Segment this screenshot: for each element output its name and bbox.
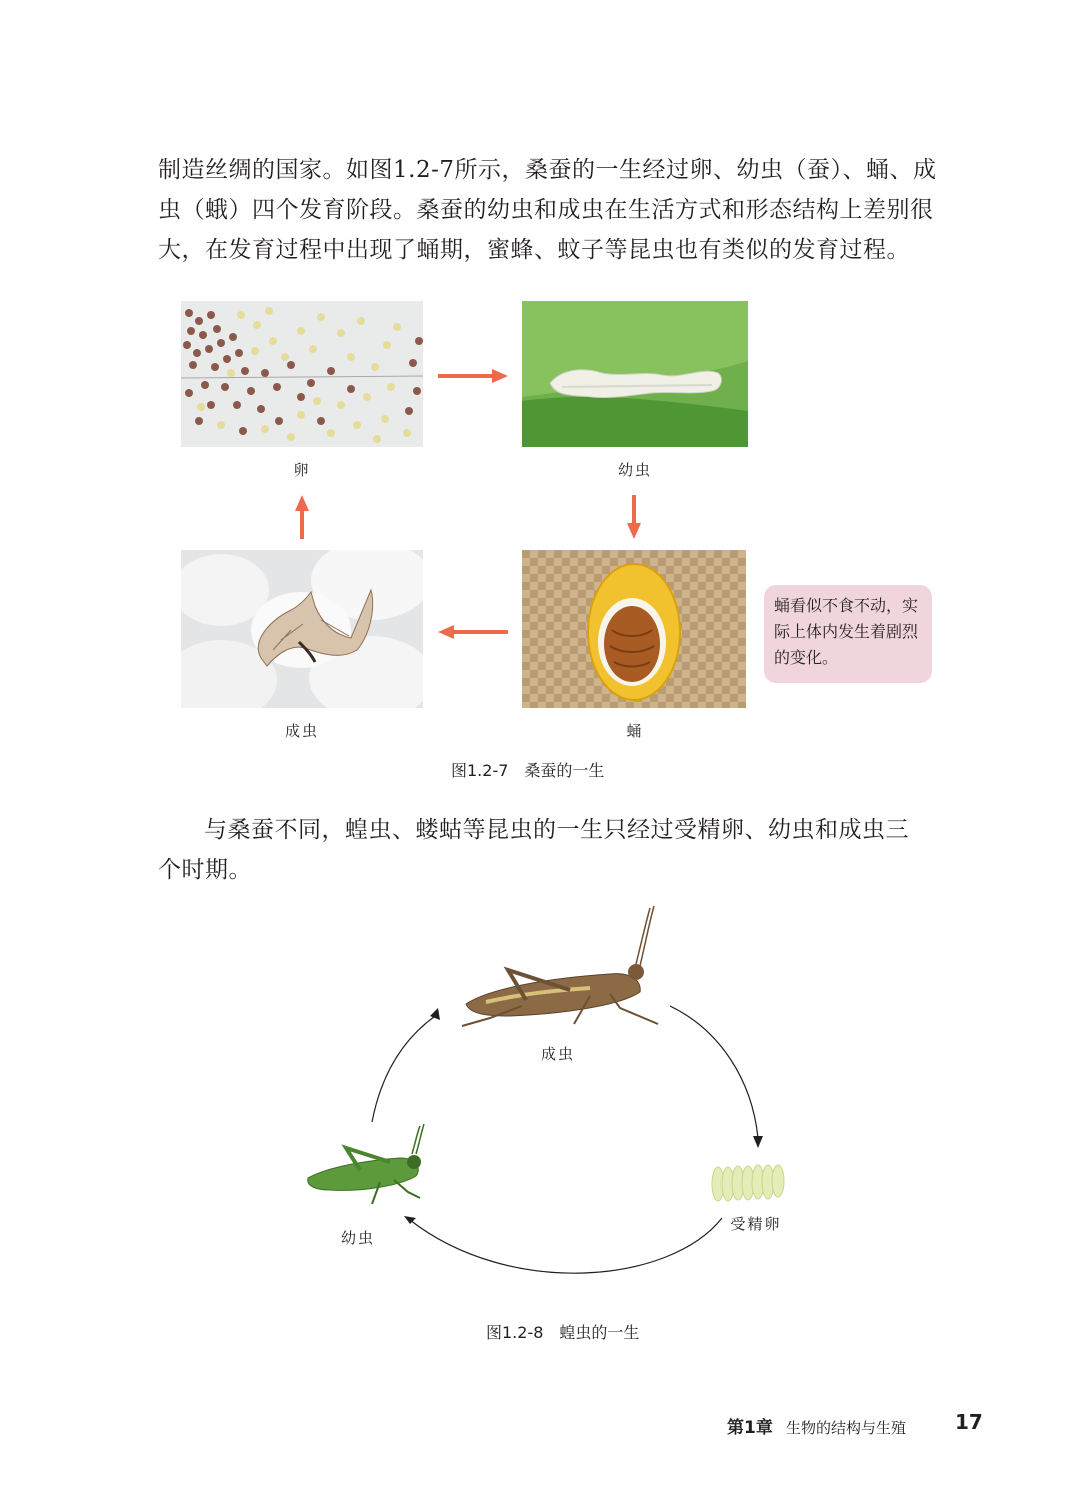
silkworm-pupa-photo <box>522 550 746 708</box>
silkworm-adult-photo <box>181 550 423 708</box>
chapter-title: 生物的结构与生殖 <box>785 1419 906 1437</box>
adult-locust-illustration <box>462 906 658 1026</box>
figure-2-caption: 图1.2-8 蝗虫的一生 <box>486 1323 640 1342</box>
paragraph-1-line: 虫（蛾）四个发育阶段。桑蚕的幼虫和成虫在生活方式和形态结构上差别很 <box>158 197 934 223</box>
chapter-number: 第1章 <box>727 1418 773 1438</box>
larva-label: 幼虫 <box>617 461 652 479</box>
paragraph-2 <box>158 810 948 890</box>
locust-nymph-illustration <box>308 1124 424 1204</box>
page-footer <box>727 1410 983 1438</box>
egg-label: 卵 <box>293 461 311 479</box>
page-number: 17 <box>955 1410 983 1434</box>
arrow-right-icon <box>436 366 510 386</box>
pupa-label: 蛹 <box>626 722 644 740</box>
arrow-left-icon <box>436 622 510 642</box>
locust-adult-label: 成虫 <box>540 1045 575 1063</box>
paragraph-1-line: 制造丝绸的国家。如图1.2-7所示，桑蚕的一生经过卵、幼虫（蚕）、蛹、成 <box>158 157 937 183</box>
paragraph-1-line: 大，在发育过程中出现了蛹期，蜜蜂、蚊子等昆虫也有类似的发育过程。 <box>158 237 910 263</box>
adult-label: 成虫 <box>284 722 319 740</box>
locust-eggs-illustration <box>712 1165 784 1201</box>
pupa-note: 蛹看似不食不动，实际上体内发生着剧烈的变化。 <box>764 585 932 683</box>
arrow-down-icon <box>624 493 644 541</box>
paragraph-2-line: 个时期。 <box>158 857 252 883</box>
silkworm-eggs-photo <box>181 301 423 447</box>
figure-1-caption: 图1.2-7 桑蚕的一生 <box>451 761 605 780</box>
silkworm-larva-photo <box>522 301 748 447</box>
paragraph-1 <box>158 150 948 270</box>
arrow-up-icon <box>292 493 312 541</box>
locust-nymph-label: 幼虫 <box>340 1229 375 1247</box>
locust-egg-label: 受精卵 <box>730 1215 782 1233</box>
paragraph-2-line: 与桑蚕不同，蝗虫、蝼蛄等昆虫的一生只经过受精卵、幼虫和成虫三 <box>204 817 909 843</box>
